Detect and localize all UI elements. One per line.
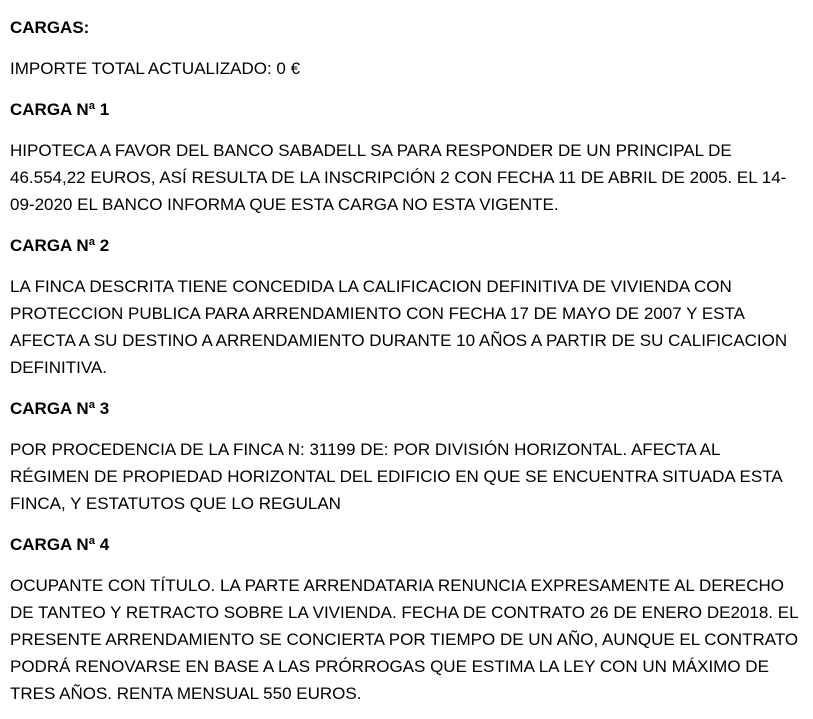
carga-4-line-5: TRES AÑOS. RENTA MENSUAL 550 EUROS. (10, 684, 362, 703)
carga-1-text (10, 137, 805, 218)
carga-4-heading: CARGA Nª 4 (10, 535, 110, 554)
carga-4-text (10, 572, 805, 707)
carga-2-text (10, 273, 805, 381)
carga-4-line-2: DE TANTEO Y RETRACTO SOBRE LA VIVIENDA. FECHA DE CONTRATO 26 DE ENERO DE2018. EL (10, 603, 799, 622)
carga-2-heading: CARGA Nª 2 (10, 236, 110, 255)
carga-4-line-3: PRESENTE ARRENDAMIENTO SE CONCIERTA POR TIEMPO DE UN AÑO, AUNQUE EL CONTRATO (10, 630, 799, 649)
total-amount (10, 55, 805, 82)
carga-3-heading: CARGA Nª 3 (10, 399, 110, 418)
carga-2-line-4: DEFINITIVA. (10, 358, 107, 377)
carga-1-line-3: 09-2020 EL BANCO INFORMA QUE ESTA CARGA NO ESTA VIGENTE. (10, 195, 559, 214)
carga-4-line-4: PODRÁ RENOVARSE EN BASE A LAS PRÓRROGAS QUE ESTIMA LA LEY CON UN MÁXIMO DE (10, 657, 769, 676)
carga-2-line-3: AFECTA A SU DESTINO A ARRENDAMIENTO DURANTE 10 AÑOS A PARTIR DE SU CALIFICACION (10, 331, 788, 350)
carga-1-line-2: 46.554,22 EUROS, ASÍ RESULTA DE LA INSCRIPCIÓN 2 CON FECHA 11 DE ABRIL DE 2005. EL 14- (10, 168, 787, 187)
carga-3-line-3: FINCA, Y ESTATUTOS QUE LO REGULAN (10, 494, 341, 513)
cargas-title: CARGAS: (10, 18, 90, 37)
carga-1-heading: CARGA Nª 1 (10, 100, 110, 119)
carga-2-line-1: LA FINCA DESCRITA TIENE CONCEDIDA LA CALIFICACION DEFINITIVA DE VIVIENDA CON (10, 277, 732, 296)
carga-3-line-2: RÉGIMEN DE PROPIEDAD HORIZONTAL DEL EDIFICIO EN QUE SE ENCUENTRA SITUADA ESTA (10, 467, 783, 486)
carga-4-line-1: OCUPANTE CON TÍTULO. LA PARTE ARRENDATARIA RENUNCIA EXPRESAMENTE AL DERECHO (10, 576, 784, 595)
carga-1-line-1: HIPOTECA A FAVOR DEL BANCO SABADELL SA PARA RESPONDER DE UN PRINCIPAL DE (10, 141, 732, 160)
carga-2-line-2: PROTECCION PUBLICA PARA ARRENDAMIENTO CON FECHA 17 DE MAYO DE 2007 Y ESTA (10, 304, 745, 323)
total-amount-line: IMPORTE TOTAL ACTUALIZADO: 0 € (10, 59, 301, 78)
carga-3-text (10, 436, 805, 517)
carga-3-line-1: POR PROCEDENCIA DE LA FINCA N: 31199 DE: POR DIVISIÓN HORIZONTAL. AFECTA AL (10, 440, 721, 459)
